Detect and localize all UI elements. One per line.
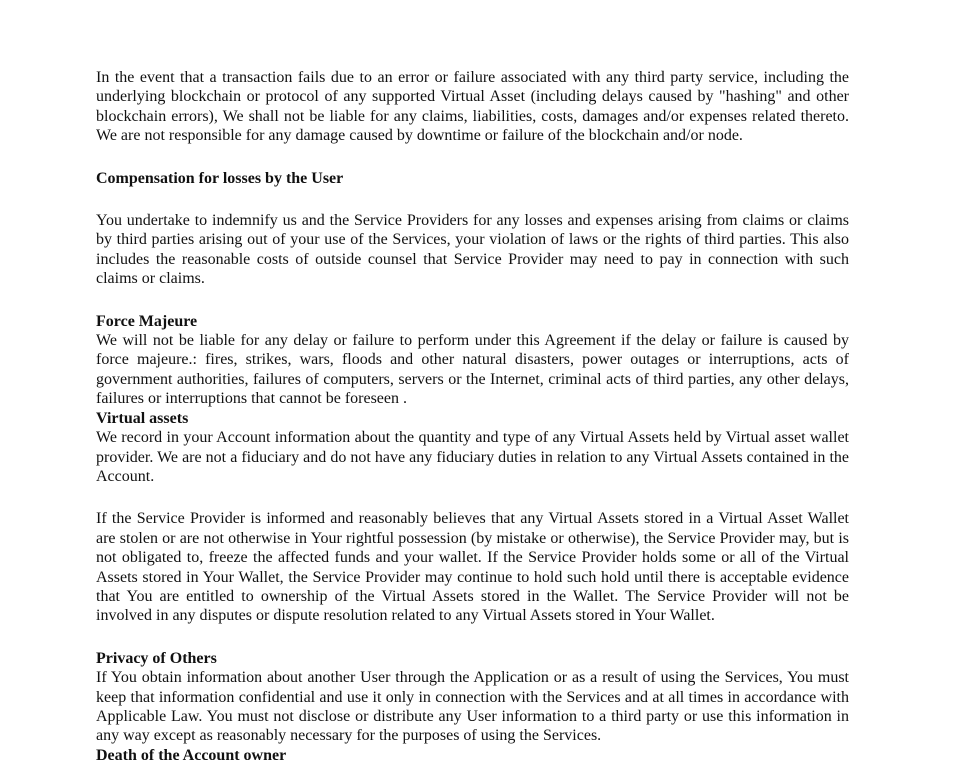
heading-force-majeure: Force Majeure (96, 312, 198, 330)
heading-privacy: Privacy of Others (96, 649, 217, 667)
heading-compensation: Compensation for losses by the User (96, 169, 344, 187)
paragraph-virtual-assets-freeze: If the Service Provider is informed and reasonably believes that any Virtual Assets stored in a Virtual Asset Wallet are stolen or are not otherwise in Your rightful possession (by mistake or otherwise), the Service Provider may, but is not obligated to, freeze the affected funds and your wallet. If the Service Provider holds some or all of the Virtual Assets stored in Your Wallet, the Service Provider may continue to hold such hold until there is acceptable evidence that You are entitled to ownership of the Virtual Assets stored in the Wallet. The Service Provider will not be involved in any disputes or dispute resolution related to any Virtual Assets stored in Your Wallet. (96, 510, 849, 625)
paragraph-third-party-failure: In the event that a transaction fails due to an error or failure associated with any third party service, including the underlying blockchain or protocol of any supported Virtual Asset (including delays caused by "hashing" and other blockchain errors), We shall not be liable for any claims, liabilities, costs, damages and/or expenses related thereto. We are not responsible for any damage caused by downtime or failure of the blockchain and/or node. (96, 69, 849, 145)
paragraph-virtual-assets-record: We record in your Account information about the quantity and type of any Virtual Assets held by Virtual asset wallet provider. We are not a fiduciary and do not have any fiduciary duties in relation to any Virtual Assets contained in the Account. (96, 429, 849, 485)
document-page (96, 68, 849, 765)
paragraph-privacy: If You obtain information about another User through the Application or as a result of using the Services, You must keep that information confidential and use it only in connection with the Services and at all times in accordance with Applicable Law. You must not disclose or distribute any User information to a third party or use this information in any way except as reasonably necessary for the purposes of using the Services. (96, 669, 849, 745)
paragraph-force-majeure: We will not be liable for any delay or failure to perform under this Agreement if the delay or failure is caused by force majeure.: fires, strikes, wars, floods and other natural disasters, power outages or interruptions, acts of government authorities, failures of computers, servers or the Internet, criminal acts of third parties, any other delays, failures or interruptions that cannot be foreseen . (96, 332, 849, 408)
heading-death-of-account-owner: Death of the Account owner (96, 746, 287, 764)
heading-virtual-assets: Virtual assets (96, 409, 189, 427)
paragraph-compensation: You undertake to indemnify us and the Service Providers for any losses and expenses arising from claims or claims by third parties arising out of your use of the Services, your violation of laws or the rights of third parties. This also includes the reasonable costs of outside counsel that Service Provider may need to pay in connection with such claims or claims. (96, 212, 849, 288)
